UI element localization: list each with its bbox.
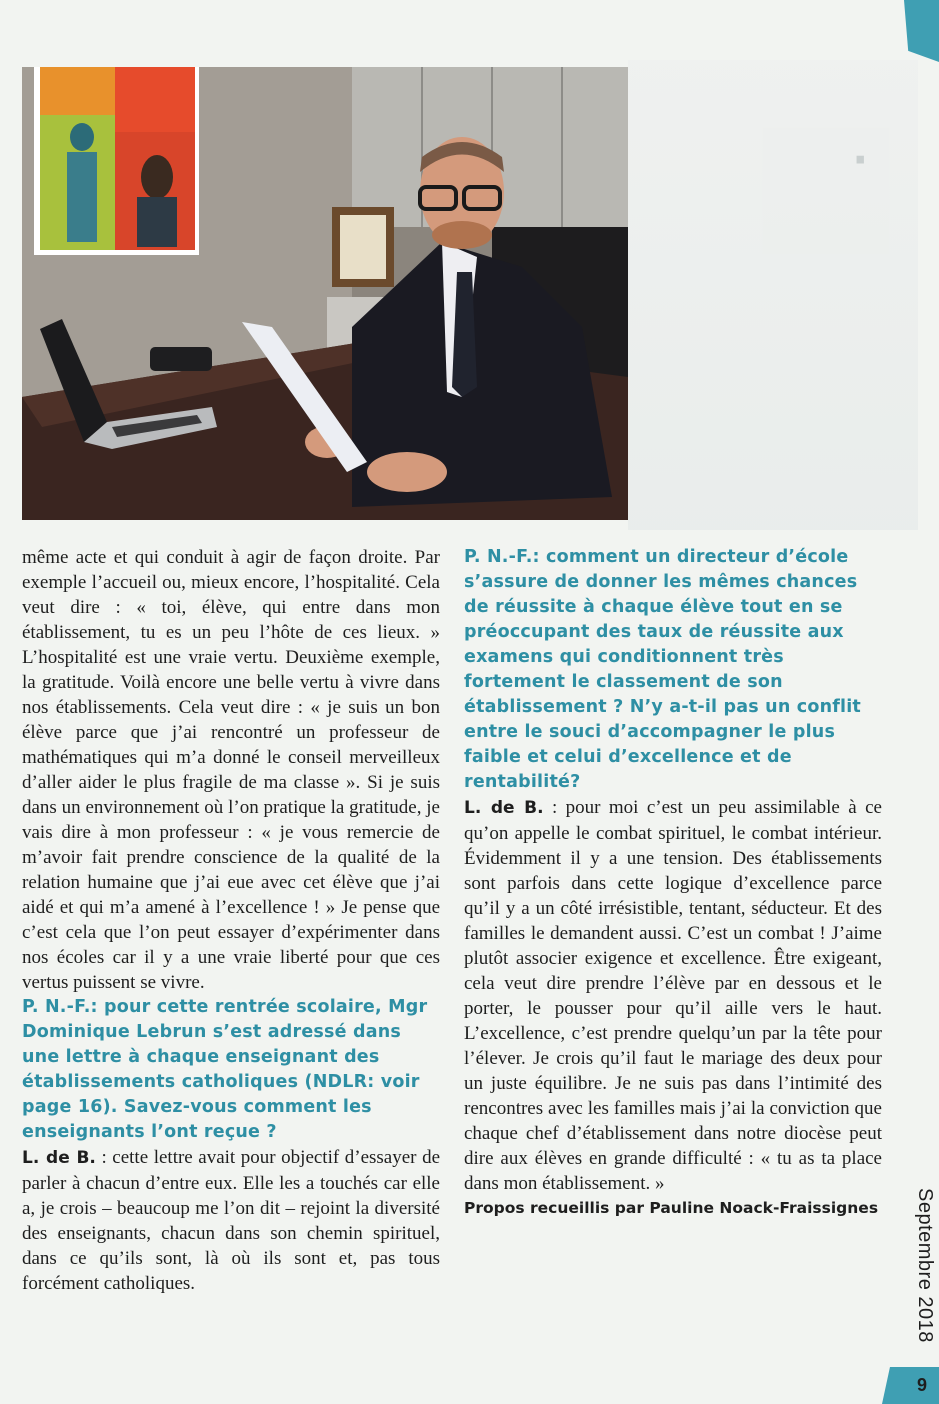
- page-number: 9: [917, 1375, 928, 1395]
- issue-date: Septembre 2018: [914, 1188, 936, 1343]
- interview-answer: [464, 795, 882, 1196]
- answer-text: : cette lettre avait pour objectif d’essayer de parler à chacun d’entre eux. Elle les a touchés car elle a, je crois – beaucoup me l’on dit – rejoint la diversité des enseignants, chacun dans son chemin spirituel, dans ce qu’ils sont, là où ils sont et, pas tous forcément catholiques.: [22, 1147, 440, 1294]
- answer-text: : pour moi c’est un peu assimilable à ce qu’on appelle le combat spirituel, le combat intérieur. Évidemment il y a une tension. Des établissements sont parfois dans cette logique d’excellence parce qu’il y a un côté irrésistible, tentant, séducteur. Et des familles le demandent aussi. C’est un combat ! J’aime plutôt associer exigence et excellence. Être exigeant, cela veut dire prendre l’élève par en dessous et le porter, le pousser pour qu’il aille vers le haut. L’excellence, c’est prendre quelqu’un par la tête pour l’élever. Je crois qu’il faut le mariage des deux pour un juste équilibre. Je ne suis pas dans l’intimité des rencontres avec les familles mais j’ai la conviction que chaque chef d’établissement dans notre diocèse peut dire aux élèves en grande difficulté : « tu as ta place dans mon établissement. »: [464, 797, 882, 1194]
- interview-answer: [22, 1145, 440, 1296]
- speaker-label: L. de B.: [464, 798, 544, 818]
- interview-question: P. N.-F.: pour cette rentrée scolaire, Mgr Dominique Lebrun s’est adressé dans une lettre à chaque enseignant des établissements catholiques (NDLR: voir page 16). Savez-vous comment les enseignants l’ont reçue ?: [22, 997, 428, 1142]
- body-paragraph: même acte et qui conduit à agir de façon droite. Par exemple l’accueil ou, mieux encore, l’hospitalité. Cela veut dire : « toi, élève, qui entre dans mon établissement, tu es un peu l’hôte de ces lieux. » L’hospitalité est une vraie vertu. Deuxième exemple, la gratitude. Voilà encore une belle vertu à vivre dans nos établissements. Cela veut dire : « je suis un bon élève parce que j’ai rencontré un professeur de mathématiques qui m’a donné le conseil merveilleux d’aller aider le plus fragile de ma classe ». Si je suis dans un environnement où l’on pratique la gratitude, je vais dire à mon professeur : « je vous remercie de m’avoir fait prendre conscience de la qualité de la relation humaine que j’ai eue avec cet élève que j’ai aidé et qui m’a amené à l’excellence ! » Je pense que c’est cela que l’on peut essayer d’expérimenter dans nos écoles car il y a une vraie liberté pour que ces vertus puissent se vivre.: [22, 547, 440, 993]
- bleed-through-background: ·: [628, 60, 918, 530]
- interview-photo: [22, 67, 628, 520]
- pop-art-painting: [34, 67, 199, 255]
- speaker-label: L. de B.: [22, 1148, 96, 1168]
- right-column: [464, 545, 882, 1221]
- left-column: [22, 545, 440, 1296]
- page-number-tab: [882, 1367, 939, 1404]
- corner-color-tab: [904, 0, 939, 62]
- interview-question: P. N.-F.: comment un directeur d’école s’assure de donner les mêmes chances de réussite à chaque élève tout en se préoccupant des taux de réussite aux examens qui conditionnent très fortement le classement de son établissement ? N’y a-t-il pas un conflit entre le souci d’accompagner le plus faible et celui d’excellence et de rentabilité?: [464, 547, 862, 792]
- article-credit: Propos recueillis par Pauline Noack-Fraissignes: [464, 1199, 879, 1217]
